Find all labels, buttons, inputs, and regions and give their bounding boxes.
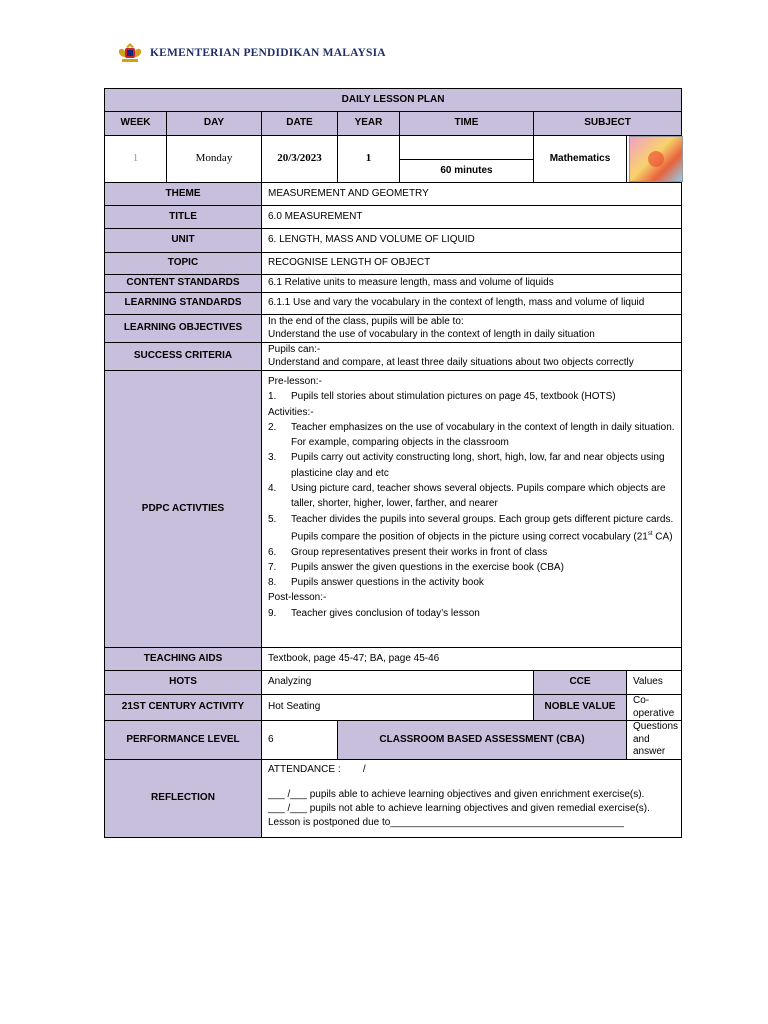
- textbook-cover-image: [629, 136, 683, 182]
- pdpc-label: PDPC ACTIVTIES: [105, 371, 262, 648]
- pre-lesson-list: [268, 389, 675, 404]
- learning-standards-value: 6.1.1 Use and vary the vocabulary in the context of length, mass and volume of liquid: [262, 293, 682, 315]
- activity-item: 1. Pupils tell stories about stimulation pictures on page 45, textbook (HOTS): [268, 391, 616, 403]
- plan-title: DAILY LESSON PLAN: [105, 89, 682, 112]
- attendance-line: ATTENDANCE : /: [268, 763, 366, 775]
- week-value: 1: [105, 136, 167, 183]
- textbook-cover: [627, 136, 682, 183]
- time-header: TIME: [400, 112, 534, 136]
- noble-value-label: NOBLE VALUE: [534, 695, 627, 721]
- success-criteria-line1: Pupils can:-: [268, 344, 321, 355]
- activities-list: [268, 420, 675, 591]
- date-header: DATE: [262, 112, 338, 136]
- learning-standards-label: LEARNING STANDARDS: [105, 293, 262, 315]
- cba-value: Questions and answer: [627, 721, 682, 760]
- reflection-line2: ___ /___ pupils not able to achieve learning objectives and given remedial exercise(s).: [268, 802, 650, 814]
- cce-value: Values: [627, 671, 682, 695]
- year-value: 1: [338, 136, 400, 183]
- theme-label: THEME: [105, 183, 262, 206]
- activity-item: 9. Teacher gives conclusion of today’s lesson: [268, 607, 480, 619]
- hots-label: HOTS: [105, 671, 262, 695]
- activity-item: 6. Group representatives present their works in front of class: [268, 546, 548, 558]
- activity-item: 4. Using picture card, teacher shows several objects. Pupils compare which objects are taller, shorter, higher, lower, farther, and nearer: [268, 483, 666, 510]
- theme-value: MEASUREMENT AND GEOMETRY: [262, 183, 682, 206]
- activities-heading: Activities:-: [268, 406, 314, 418]
- topic-label: TOPIC: [105, 253, 262, 275]
- post-lesson-list: [268, 606, 675, 621]
- subject-value: Mathematics: [534, 136, 627, 183]
- year-header: YEAR: [338, 112, 400, 136]
- century-activity-label: 21ST CENTURY ACTIVITY: [105, 695, 262, 721]
- century-activity-value: Hot Seating: [262, 695, 534, 721]
- activity-item: 5. Teacher divides the pupils into several groups. Each group gets different picture cards. Pupils compare the position of objects in the picture using correct vocabulary (21st CA): [268, 513, 674, 543]
- time-slot: [400, 136, 534, 160]
- lesson-plan-table: [104, 88, 682, 838]
- learning-objectives-line1: In the end of the class, pupils will be able to:: [268, 316, 464, 327]
- activity-item: 8. Pupils answer questions in the activity book: [268, 577, 484, 589]
- week-header: WEEK: [105, 112, 167, 136]
- day-header: DAY: [167, 112, 262, 136]
- activity-item: 2. Teacher emphasizes on the use of vocabulary in the context of length in daily situation. For example, comparing objects in the classroom: [268, 421, 675, 449]
- content-standards-label: CONTENT STANDARDS: [105, 275, 262, 293]
- reflection-value: [262, 759, 682, 837]
- cba-label: CLASSROOM BASED ASSESSMENT (CBA): [338, 721, 627, 760]
- malaysia-crest-icon: [116, 41, 144, 65]
- success-criteria-label: SUCCESS CRITERIA: [105, 343, 262, 371]
- unit-label: UNIT: [105, 229, 262, 253]
- cce-label: CCE: [534, 671, 627, 695]
- learning-objectives-line2: Understand the use of vocabulary in the context of length in daily situation: [268, 328, 595, 340]
- content-standards-value: 6.1 Relative units to measure length, mass and volume of liquids: [262, 275, 682, 293]
- teaching-aids-label: TEACHING AIDS: [105, 648, 262, 671]
- date-value: 20/3/2023: [262, 136, 338, 183]
- performance-level-value: 6: [262, 721, 338, 760]
- activity-item: 3. Pupils carry out activity constructing long, short, high, low, far and near objects using plasticine clay and etc: [268, 452, 665, 479]
- reflection-line1: ___ /___ pupils able to achieve learning objectives and given enrichment exercise(s).: [268, 788, 645, 800]
- activity-item: 7. Pupils answer the given questions in the exercise book (CBA): [268, 561, 564, 573]
- title-value: 6.0 MEASUREMENT: [262, 206, 682, 229]
- title-label: TITLE: [105, 206, 262, 229]
- learning-objectives-value: [262, 315, 682, 343]
- learning-objectives-label: LEARNING OBJECTIVES: [105, 315, 262, 343]
- subject-header: SUBJECT: [534, 112, 682, 136]
- pdpc-activities: [262, 371, 682, 648]
- pre-lesson-heading: Pre-lesson:-: [268, 376, 322, 387]
- time-duration: 60 minutes: [400, 159, 534, 183]
- hots-value: Analyzing: [262, 671, 534, 695]
- performance-level-label: PERFORMANCE LEVEL: [105, 721, 262, 760]
- success-criteria-line2: Understand and compare, at least three daily situations about two objects correctly: [268, 356, 634, 368]
- noble-value-value: Co-operative: [627, 695, 682, 721]
- success-criteria-value: [262, 343, 682, 371]
- reflection-label: REFLECTION: [105, 759, 262, 837]
- day-value: Monday: [167, 136, 262, 183]
- reflection-line3: Lesson is postponed due to__________________________________________: [268, 816, 624, 828]
- teaching-aids-value: Textbook, page 45-47; BA, page 45-46: [262, 648, 682, 671]
- ministry-title: KEMENTERIAN PENDIDIKAN MALAYSIA: [150, 47, 386, 59]
- ministry-header: [116, 40, 386, 66]
- topic-value: RECOGNISE LENGTH OF OBJECT: [262, 253, 682, 275]
- post-lesson-heading: Post-lesson:-: [268, 592, 327, 604]
- unit-value: 6. LENGTH, MASS AND VOLUME OF LIQUID: [262, 229, 682, 253]
